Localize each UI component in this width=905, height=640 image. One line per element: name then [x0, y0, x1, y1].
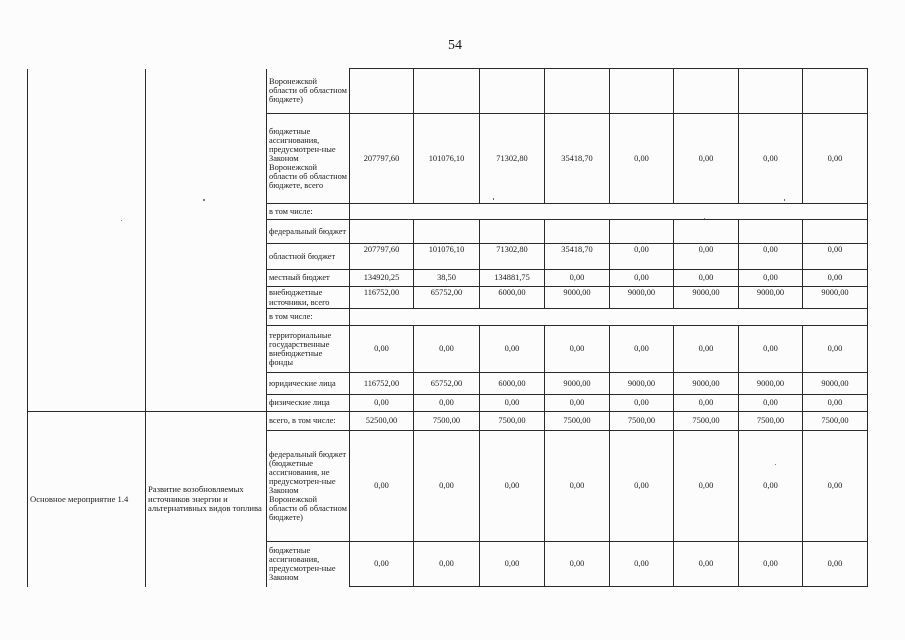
scan-speck: [704, 218, 705, 219]
funding-source-cell: бюджетные ассигнования, предусмотрен-ные Законом: [267, 542, 350, 587]
value-cell: 0,00: [803, 395, 868, 412]
value-cell: 71302,80: [480, 244, 545, 270]
value-cell: [480, 220, 545, 244]
value-cell: 0,00: [545, 431, 610, 542]
value-cell: 0,00: [610, 244, 674, 270]
value-cell: 116752,00: [350, 373, 414, 395]
value-cell: 0,00: [610, 395, 674, 412]
value-cell: 134881,75: [480, 270, 545, 287]
table-row: [28, 69, 868, 114]
value-cell: [350, 69, 414, 114]
funding-source-cell: федеральный бюджет: [267, 220, 350, 244]
value-cell: 0,00: [739, 395, 803, 412]
value-cell: 9000,00: [739, 287, 803, 309]
value-cell: 0,00: [350, 326, 414, 373]
value-cell: 0,00: [414, 395, 480, 412]
value-cell: 0,00: [414, 326, 480, 373]
value-cell: 6000,00: [480, 373, 545, 395]
value-cell: 101076,10: [414, 114, 480, 204]
value-cell: 52500,00: [350, 412, 414, 431]
value-cell: 0,00: [803, 542, 868, 587]
value-cell: 0,00: [610, 542, 674, 587]
funding-source-cell: местный бюджет: [267, 270, 350, 287]
value-cell: 0,00: [674, 270, 739, 287]
funding-source-cell: внебюджетные источники, всего: [267, 287, 350, 309]
value-cell: 9000,00: [803, 287, 868, 309]
value-cell: [414, 220, 480, 244]
empty-value-cell: [350, 204, 868, 220]
value-cell: 0,00: [545, 270, 610, 287]
value-cell: 9000,00: [545, 287, 610, 309]
value-cell: [480, 69, 545, 114]
value-cell: [610, 220, 674, 244]
value-cell: 9000,00: [739, 373, 803, 395]
empty-value-cell: [350, 309, 868, 326]
funding-source-cell: в том числе:: [267, 309, 350, 326]
value-cell: 0,00: [674, 244, 739, 270]
value-cell: 0,00: [674, 326, 739, 373]
value-cell: 0,00: [674, 395, 739, 412]
table-row: [28, 412, 868, 431]
value-cell: 0,00: [414, 542, 480, 587]
value-cell: 9000,00: [803, 373, 868, 395]
value-cell: [674, 220, 739, 244]
value-cell: 0,00: [674, 431, 739, 542]
value-cell: 0,00: [739, 270, 803, 287]
value-cell: 7500,00: [803, 412, 868, 431]
main-event-cell: [28, 69, 146, 412]
funding-source-cell: юридические лица: [267, 373, 350, 395]
value-cell: 207797,60: [350, 114, 414, 204]
funding-source-cell: Воронежской области об областном бюджете): [267, 69, 350, 114]
value-cell: 207797,60: [350, 244, 414, 270]
value-cell: 0,00: [803, 244, 868, 270]
event-name-cell: [146, 69, 267, 412]
budget-table: [27, 68, 868, 587]
value-cell: [545, 69, 610, 114]
value-cell: 0,00: [803, 114, 868, 204]
value-cell: 0,00: [803, 270, 868, 287]
funding-source-cell: в том числе:: [267, 204, 350, 220]
funding-source-cell: федеральный бюджет (бюджетные ассигнования, не предусмотрен-ные Законом Воронежской области об областном бюджете): [267, 431, 350, 542]
value-cell: 0,00: [545, 395, 610, 412]
value-cell: [803, 69, 868, 114]
value-cell: 65752,00: [414, 287, 480, 309]
funding-source-cell: физические лица: [267, 395, 350, 412]
value-cell: [414, 69, 480, 114]
page-number: 54: [448, 38, 462, 53]
value-cell: 7500,00: [414, 412, 480, 431]
value-cell: 7500,00: [545, 412, 610, 431]
value-cell: [739, 69, 803, 114]
value-cell: 101076,10: [414, 244, 480, 270]
value-cell: 0,00: [350, 542, 414, 587]
value-cell: 6000,00: [480, 287, 545, 309]
value-cell: 9000,00: [610, 287, 674, 309]
value-cell: 0,00: [610, 326, 674, 373]
value-cell: 0,00: [739, 244, 803, 270]
value-cell: 9000,00: [674, 373, 739, 395]
value-cell: 0,00: [545, 326, 610, 373]
value-cell: 0,00: [739, 326, 803, 373]
value-cell: 0,00: [674, 114, 739, 204]
scan-speck: [408, 219, 409, 220]
value-cell: 0,00: [610, 431, 674, 542]
value-cell: 0,00: [480, 431, 545, 542]
value-cell: 0,00: [545, 542, 610, 587]
event-name-cell: Развитие возобновляемых источников энергии и альтернативных видов топлива: [146, 412, 267, 587]
value-cell: 65752,00: [414, 373, 480, 395]
scan-speck: [121, 220, 122, 221]
main-event-cell: Основное мероприятие 1.4: [28, 412, 146, 587]
value-cell: 0,00: [610, 114, 674, 204]
value-cell: 0,00: [739, 431, 803, 542]
value-cell: 0,00: [350, 431, 414, 542]
value-cell: 0,00: [480, 395, 545, 412]
value-cell: [739, 220, 803, 244]
value-cell: 7500,00: [674, 412, 739, 431]
scan-speck: [493, 198, 494, 200]
value-cell: [803, 220, 868, 244]
value-cell: [674, 69, 739, 114]
value-cell: 0,00: [480, 542, 545, 587]
scan-speck: [203, 199, 205, 201]
funding-source-cell: областной бюджет: [267, 244, 350, 270]
scan-speck: [784, 199, 785, 201]
value-cell: [610, 69, 674, 114]
value-cell: 35418,70: [545, 114, 610, 204]
value-cell: [350, 220, 414, 244]
value-cell: 0,00: [414, 431, 480, 542]
value-cell: 0,00: [610, 270, 674, 287]
value-cell: 0,00: [350, 395, 414, 412]
value-cell: 134920,25: [350, 270, 414, 287]
value-cell: 9000,00: [610, 373, 674, 395]
funding-source-cell: территориальные государственные внебюджетные фонды: [267, 326, 350, 373]
value-cell: 0,00: [480, 326, 545, 373]
value-cell: 35418,70: [545, 244, 610, 270]
scan-speck: [775, 464, 776, 465]
value-cell: 7500,00: [610, 412, 674, 431]
value-cell: 7500,00: [739, 412, 803, 431]
value-cell: 7500,00: [480, 412, 545, 431]
value-cell: 38,50: [414, 270, 480, 287]
value-cell: 0,00: [739, 114, 803, 204]
value-cell: 0,00: [803, 326, 868, 373]
funding-source-cell: всего, в том числе:: [267, 412, 350, 431]
value-cell: [545, 220, 610, 244]
value-cell: 9000,00: [674, 287, 739, 309]
funding-source-cell: бюджетные ассигнования, предусмотрен-ные Законом Воронежской области об областном бюджете, всего: [267, 114, 350, 204]
value-cell: 0,00: [739, 542, 803, 587]
value-cell: 0,00: [674, 542, 739, 587]
value-cell: 116752,00: [350, 287, 414, 309]
value-cell: 71302,80: [480, 114, 545, 204]
value-cell: 9000,00: [545, 373, 610, 395]
value-cell: 0,00: [803, 431, 868, 542]
